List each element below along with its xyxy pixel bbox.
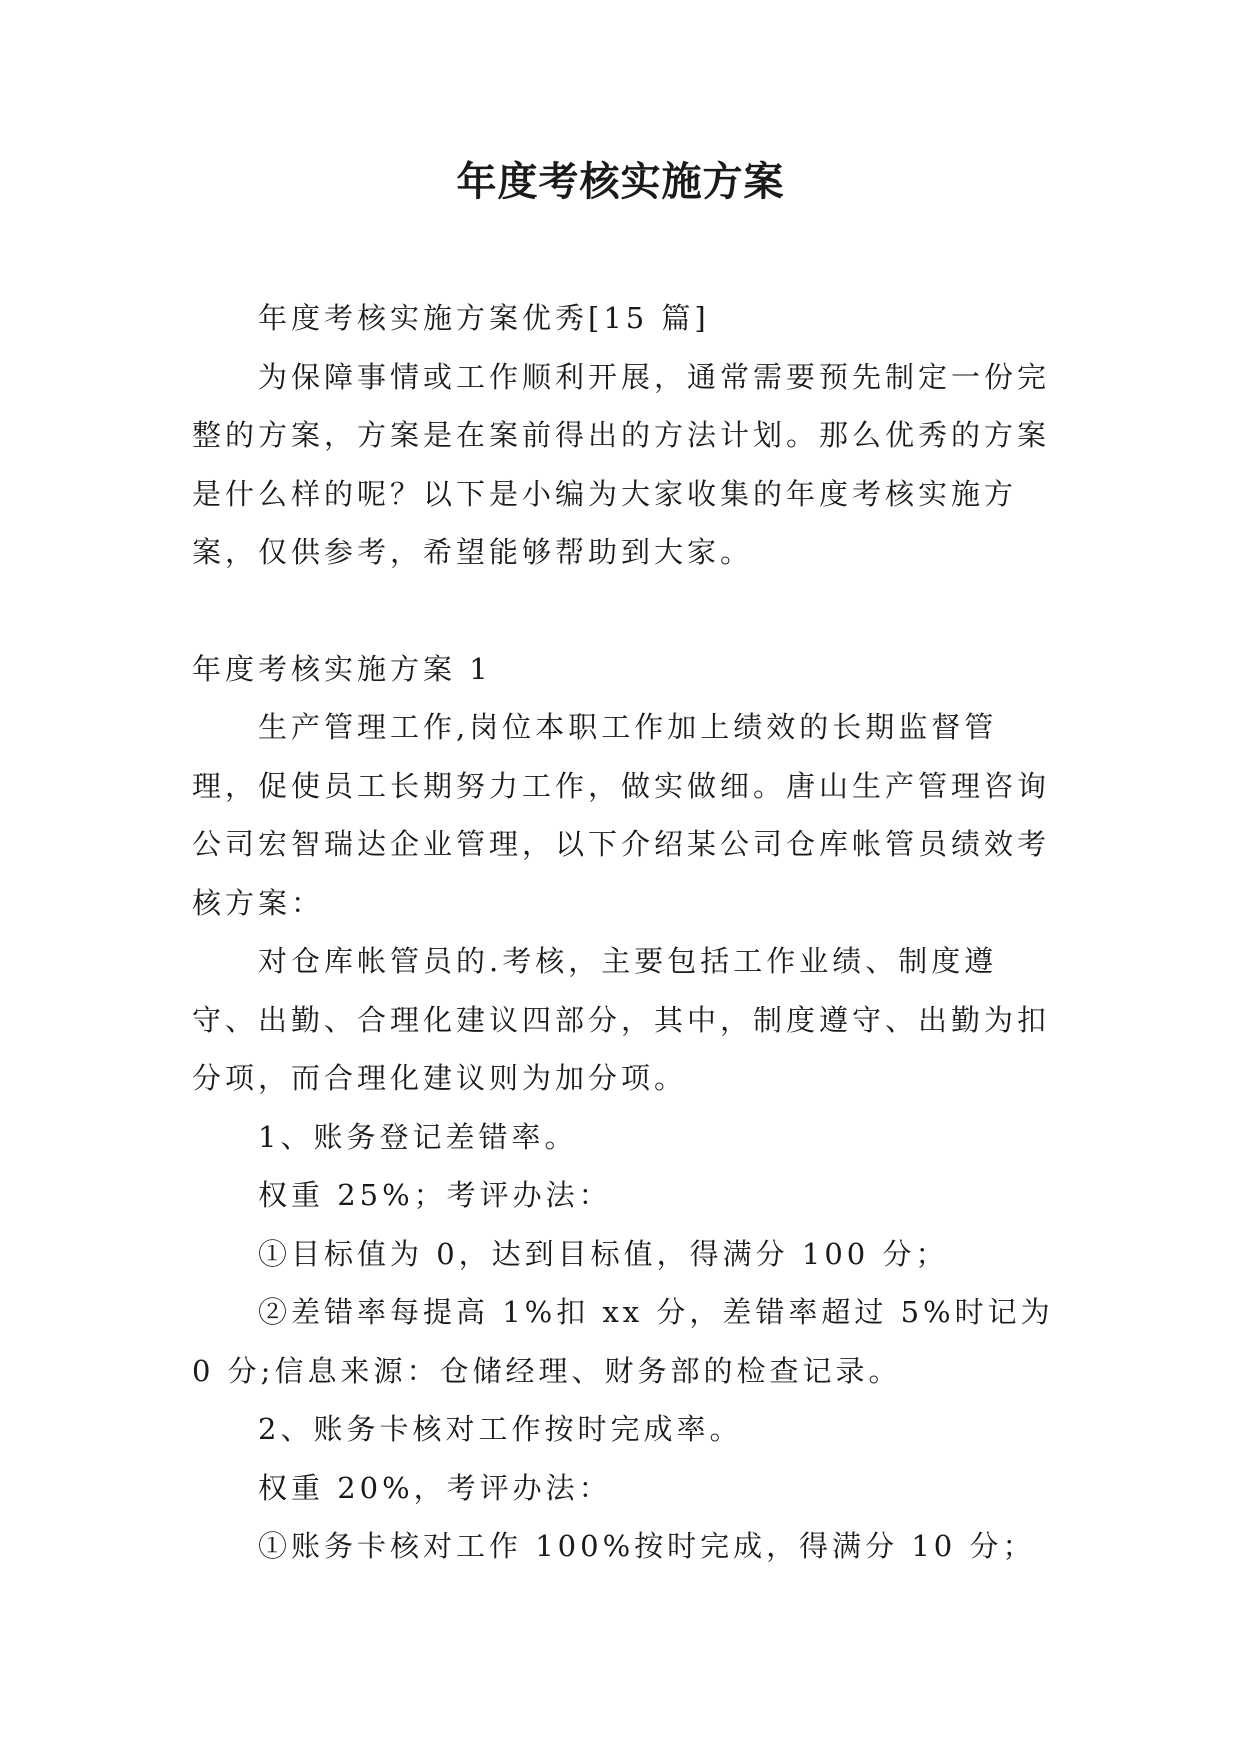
document-title: 年度考核实施方案 [456,158,785,205]
intro-paragraph: 为保障事情或工作顺利开展，通常需要预先制定一份完整的方案，方案是在案前得出的方法计划。那么优秀的方案是什么样的呢？以下是小编为大家收集的年度考核实施方案，仅供参考，希望能够帮助到大家。 [192,359,1051,569]
body-paragraph: 对仓库帐管员的.考核，主要包括工作业绩、制度遵守、出勤、合理化建议四部分，其中，制度遵守、出勤为扣分项，而合理化建议则为加分项。 [192,944,1051,1095]
body-paragraph: 权重 20%，考评办法： [258,1470,612,1505]
body-paragraph: 生产管理工作,岗位本职工作加上绩效的长期监督管理，促使员工长期努力工作，做实做细。唐山生产管理咨询公司宏智瑞达企业管理，以下介绍某公司仓库帐管员绩效考核方案： [192,710,1051,920]
section-spacer [192,582,1062,640]
body-paragraph: 2、账务卡核对工作按时完成率。 [258,1412,743,1446]
section-heading: 年度考核实施方案 1 [192,651,492,686]
body-paragraph: ①目标值为 0，达到目标值，得满分 100 分； [258,1236,949,1271]
document-subtitle: 年度考核实施方案优秀[15 篇] [258,301,710,335]
body-paragraph: ①账务卡核对工作 100%按时完成，得满分 10 分； [258,1529,1036,1563]
document-body [192,289,1067,1576]
body-paragraph: 权重 25%；考评办法： [258,1178,612,1212]
body-paragraph: 1、账务登记差错率。 [258,1119,578,1154]
body-paragraph: ②差错率每提高 1%扣 xx 分，差错率超过 5%时记为 0 分;信息来源：仓储经理、财务部的检查记录。 [192,1295,1067,1388]
